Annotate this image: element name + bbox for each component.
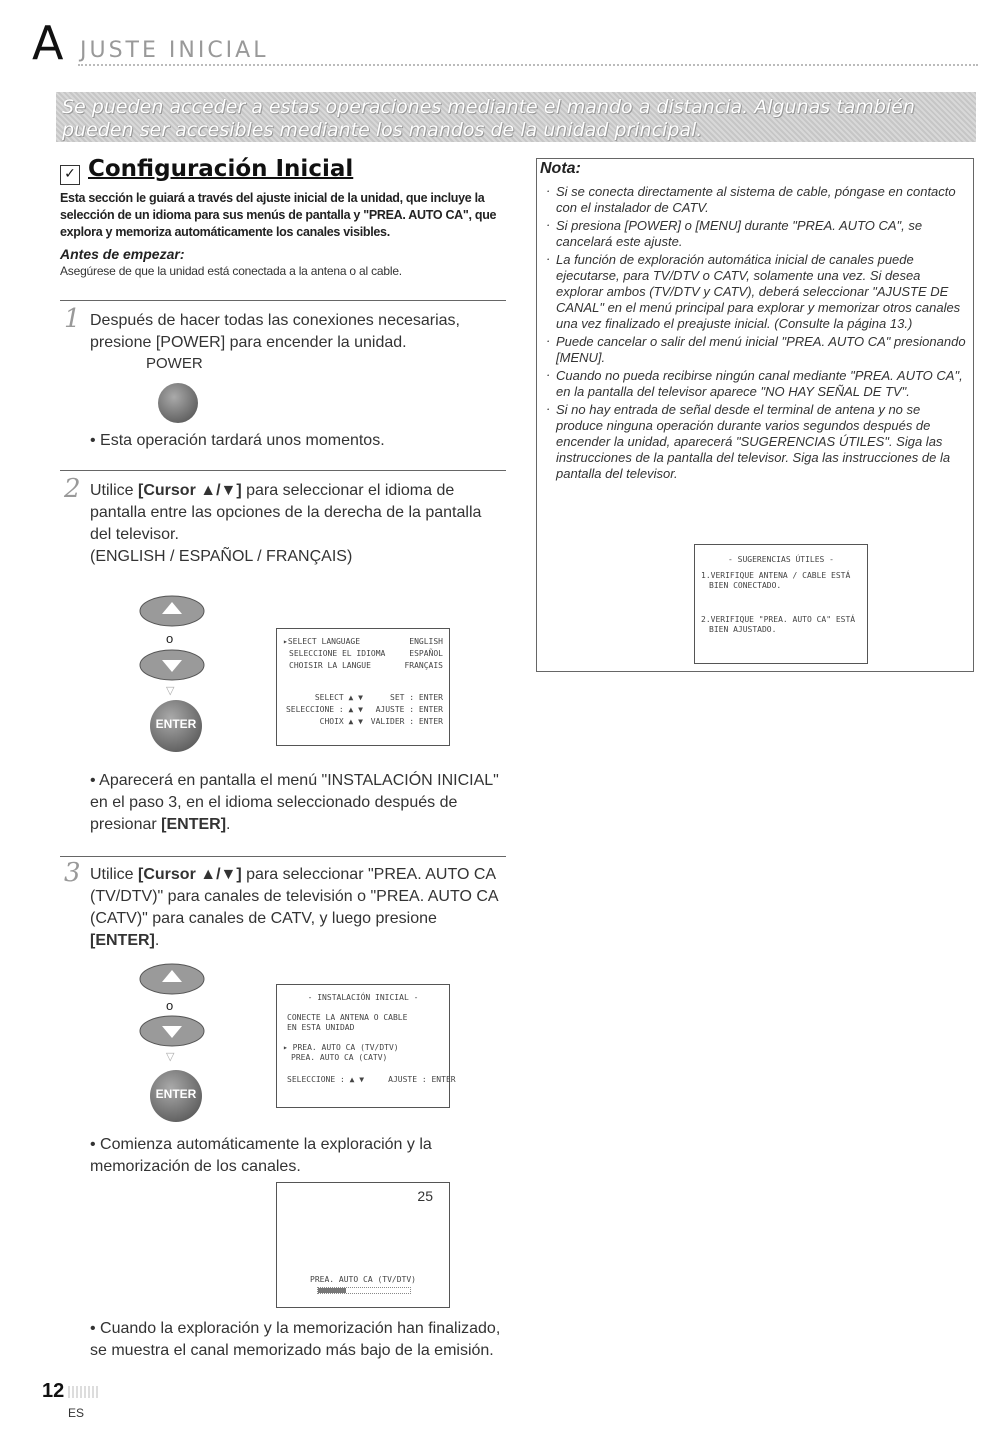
scan-label: PREA. AUTO CA (TV/DTV) <box>310 1275 416 1284</box>
note-item: · Si se conecta directamente al sistema de cable, póngase en contacto con el instalador de CATV. <box>546 184 966 216</box>
step3-text-b: para seleccionar "PREA. AUTO CA (TV/DTV)" para canales de televisión o "PREA. AUTO CA (CATV)" para canales de CATV, y luego presione <box>90 866 498 927</box>
screen-row: ESPAÑOL <box>409 649 443 658</box>
step2-bullet-end: . <box>226 816 231 833</box>
screen-row: ▸SELECT LANGUAGE <box>283 637 361 646</box>
step3-bullet1-text: Comienza automáticamente la exploración y la memorización de los canales. <box>90 1136 432 1175</box>
before-start-heading: Antes de empezar: <box>60 246 185 262</box>
note-title: Nota: <box>540 160 581 177</box>
step-number-3: 3 <box>64 858 81 888</box>
before-start-text: Asegúrese de que la unidad está conectada a la antena o al cable. <box>60 264 402 278</box>
scan-screen <box>276 1182 450 1308</box>
or-label: o <box>166 998 174 1013</box>
language-screen <box>276 628 450 746</box>
screen-row: BIEN CONECTADO. <box>709 581 782 590</box>
step3-text-enter: [ENTER] <box>90 932 155 949</box>
arrow-down-icon: ▽ <box>166 1051 175 1063</box>
note-item: · Puede cancelar o salir del menú inicial "PREA. AUTO CA" presionando [MENU]. <box>546 334 966 366</box>
screen-row: PREA. AUTO CA (CATV) <box>291 1053 388 1062</box>
step-divider <box>60 856 506 857</box>
screen-row: CHOISIR LA LANGUE <box>289 661 371 670</box>
language-options: (ENGLISH / ESPAÑOL / FRANÇAIS) <box>90 548 353 565</box>
helpful-tips-screen <box>694 544 868 664</box>
step3-text-a: Utilice <box>90 866 139 883</box>
step-number-1: 1 <box>64 304 81 334</box>
step-divider <box>60 300 506 301</box>
screen-row: FRANÇAIS <box>404 661 443 670</box>
page-number: 12 <box>42 1380 65 1402</box>
page-header-initial: A <box>32 16 64 70</box>
screen-row: SELECT ▲ ▼ <box>314 693 363 702</box>
note-item: · Si presiona [POWER] o [MENU] durante "PREA. AUTO CA", se cancelará este ajuste. <box>546 218 966 250</box>
note-item: · La función de exploración automática inicial de canales puede ejecutarse, para TV/DTV o CATV, solamente una vez. Si desea explorar ambos (TV/DTV y CATV), deberá seleccionar "AJUSTE DE CANAL" en el menú principal para explorar y memorizar otros canales una vez finalizado el preajuste inicial. (Consulte la página 13.) <box>546 252 966 332</box>
or-label: o <box>166 631 174 646</box>
note-item: · Si no hay entrada de señal desde el terminal de antena y no se produce ninguna operación durante varios segundos después de encender la unidad, aparecerá "SUGERENCIAS ÚTILES". Siga las instrucciones de la pantalla del televisor. Siga las instrucciones de la pantalla del televisor. <box>546 402 966 482</box>
note-item: · Cuando no pueda recibirse ningún canal mediante "PREA. AUTO CA", en la pantalla del televisor aparece "NO HAY SEÑAL DE TV". <box>546 368 966 400</box>
cursor-up-button-icon <box>138 594 206 628</box>
step2-text-a: Utilice <box>90 482 139 499</box>
screen-row: CHOIX ▲ ▼ <box>319 717 363 726</box>
language-code: ES <box>68 1406 85 1420</box>
step2-bullet-text: Aparecerá en pantalla el menú "INSTALACIÓN INICIAL" en el paso 3, en el idioma seleccionado después de presionar <box>90 772 499 833</box>
step-number-2: 2 <box>64 474 81 504</box>
step3-text-cursor: [Cursor ▲/▼] <box>138 866 242 883</box>
step3-text-c: . <box>154 932 160 949</box>
page-header-title: JUSTE INICIAL <box>80 38 269 63</box>
scan-progress-fill <box>318 1288 346 1293</box>
step2-bullet-enter: [ENTER] <box>161 816 227 833</box>
step3-bullet2: • Cuando la exploración y la memorización han finalizado, se muestra el canal memorizado más bajo de la emisión. <box>90 1320 501 1359</box>
screen-row: ENGLISH <box>409 637 443 646</box>
checkbox-icon: ✓ <box>60 165 80 185</box>
screen-row: VALIDER : ENTER <box>370 717 443 726</box>
screen-title: - SUGERENCIAS ÚTILES - <box>728 555 834 564</box>
page-tab-decoration <box>68 1386 98 1398</box>
step1-bullet: • Esta operación tardará unos momentos. <box>90 432 385 449</box>
step-divider <box>60 470 506 471</box>
step2-text-cursor: [Cursor ▲/▼] <box>138 482 242 499</box>
screen-row: SELECCIONE : ▲ ▼ <box>285 705 363 714</box>
info-banner-text: Se pueden acceder a estas operaciones mediante el mando a distancia. Algunas también pueden ser accesibles mediante los mandos de la unidad principal. <box>62 96 915 141</box>
screen-row: EN ESTA UNIDAD <box>287 1023 355 1032</box>
section-title-text: Configuración Inicial <box>88 156 354 182</box>
screen-row: AJUSTE : ENTER <box>375 705 443 714</box>
screen-row: BIEN AJUSTADO. <box>709 625 777 634</box>
screen-row: 2.VERIFIQUE "PREA. AUTO CA" ESTÁ <box>701 615 856 624</box>
enter-button-label: ENTER <box>155 717 197 731</box>
power-button-icon <box>158 383 198 423</box>
screen-title: - INSTALACIÓN INICIAL - <box>307 993 419 1002</box>
step2-text-b: para seleccionar el idioma de pantalla entre las opciones de la derecha de la pantalla del televisor. <box>90 482 482 543</box>
step3-bullet2-text: Cuando la exploración y la memorización han finalizado, se muestra el canal memorizado más bajo de la emisión. <box>90 1320 501 1359</box>
section-title <box>60 156 353 183</box>
initial-setup-screen <box>276 984 456 1108</box>
screen-row: 1.VERIFIQUE ANTENA / CABLE ESTÁ <box>701 571 851 580</box>
section-intro: Esta sección le guiará a través del ajuste inicial de la unidad, que incluye la selección de un idioma para sus menús de pantalla y "PREA. AUTO CA", que explora y memoriza automáticamente los canales visibles. <box>60 191 497 239</box>
cursor-up-button-icon <box>138 962 206 996</box>
enter-button-label: ENTER <box>155 1087 197 1101</box>
step3-bullet1: • Comienza automáticamente la exploración y la memorización de los canales. <box>90 1136 432 1175</box>
power-label: POWER <box>146 355 203 372</box>
cursor-down-button-icon <box>138 648 206 682</box>
screen-row: SELECCIONE : ▲ ▼ AJUSTE : ENTER <box>287 1075 456 1084</box>
step1-bullet-text: Esta operación tardará unos momentos. <box>100 432 385 449</box>
scan-progress-bar <box>317 1287 411 1294</box>
screen-row: SELECCIONE EL IDIOMA <box>289 649 386 658</box>
step1-text: Después de hacer todas las conexiones necesarias, presione [POWER] para encender la unidad. <box>90 312 460 351</box>
channel-number: 25 <box>417 1188 433 1204</box>
header-divider <box>78 64 978 66</box>
step2-bullet: • Aparecerá en pantalla el menú "INSTALACIÓN INICIAL" en el paso 3, en el idioma seleccionado después de presionar [ENTER]. <box>90 772 499 833</box>
screen-row: ▸ PREA. AUTO CA (TV/DTV) <box>283 1043 399 1052</box>
screen-row: SET : ENTER <box>390 693 443 702</box>
step3-text <box>90 864 504 952</box>
arrow-down-icon: ▽ <box>166 685 175 697</box>
step2-text <box>90 480 502 546</box>
cursor-down-button-icon <box>138 1014 206 1048</box>
screen-row: CONECTE LA ANTENA O CABLE <box>287 1013 408 1022</box>
note-list <box>546 184 966 484</box>
